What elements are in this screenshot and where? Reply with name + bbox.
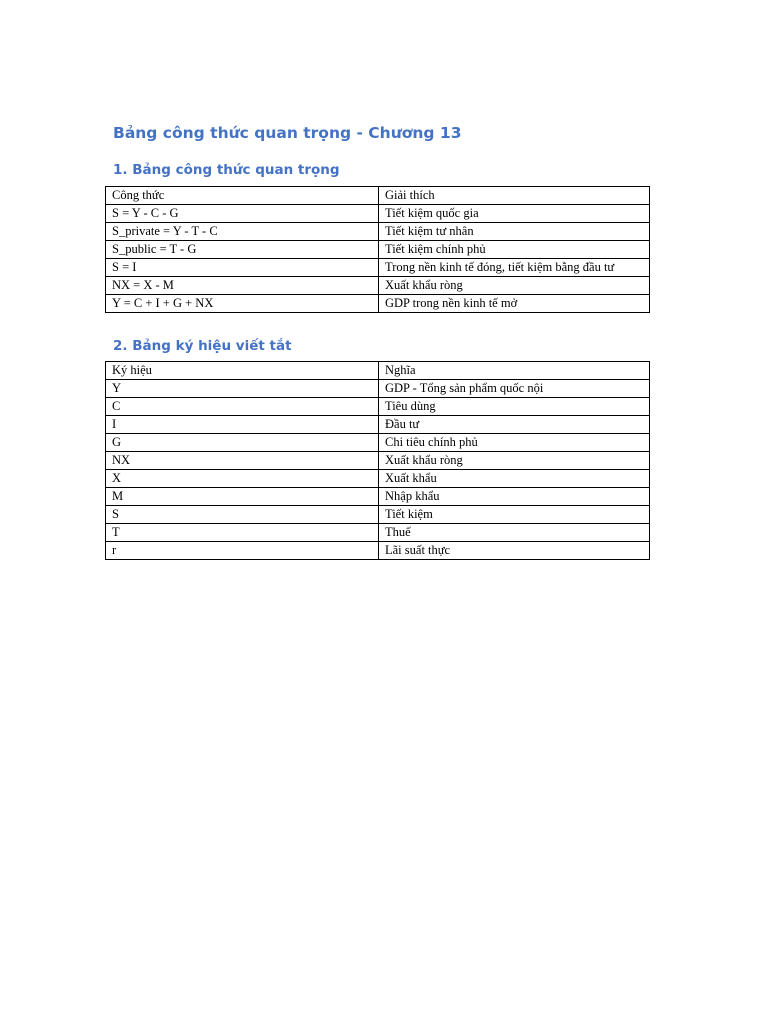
meaning-cell: Xuất khẩu [379, 470, 650, 488]
explanation-cell: Xuất khẩu ròng [379, 277, 650, 295]
table-header-row [106, 362, 650, 380]
meaning-cell: Nhập khẩu [379, 488, 650, 506]
table-row [106, 488, 650, 506]
formula-cell: Y = C + I + G + NX [106, 295, 379, 313]
explanation-cell: Tiết kiệm chính phủ [379, 241, 650, 259]
symbol-cell: r [106, 542, 379, 560]
symbol-cell: Y [106, 380, 379, 398]
section-heading-formulas: 1. Bảng công thức quan trọng [113, 162, 340, 178]
meaning-cell: GDP - Tổng sản phẩm quốc nội [379, 380, 650, 398]
meaning-cell: Thuế [379, 524, 650, 542]
header-cell-explanation: Giải thích [379, 187, 650, 205]
explanation-cell: Tiết kiệm tư nhân [379, 223, 650, 241]
table-row [106, 434, 650, 452]
table-row [106, 506, 650, 524]
meaning-cell: Chi tiêu chính phủ [379, 434, 650, 452]
symbol-cell: I [106, 416, 379, 434]
symbol-cell: M [106, 488, 379, 506]
table-header-row [106, 187, 650, 205]
table-row [106, 470, 650, 488]
formula-cell: S = Y - C - G [106, 205, 379, 223]
table-row [106, 223, 650, 241]
table-row [106, 241, 650, 259]
table-row [106, 398, 650, 416]
table-row [106, 205, 650, 223]
meaning-cell: Xuất khẩu ròng [379, 452, 650, 470]
formula-cell: S_private = Y - T - C [106, 223, 379, 241]
formulas-table [105, 186, 650, 313]
table-row [106, 452, 650, 470]
explanation-cell: Trong nền kinh tế đóng, tiết kiệm bằng đầu tư [379, 259, 650, 277]
symbol-cell: NX [106, 452, 379, 470]
explanation-cell: GDP trong nền kinh tế mở [379, 295, 650, 313]
symbol-cell: G [106, 434, 379, 452]
symbol-cell: X [106, 470, 379, 488]
table-row [106, 380, 650, 398]
header-cell-meaning: Nghĩa [379, 362, 650, 380]
symbol-cell: T [106, 524, 379, 542]
formula-cell: S = I [106, 259, 379, 277]
table-row [106, 277, 650, 295]
document-title: Bảng công thức quan trọng - Chương 13 [113, 124, 462, 142]
abbreviations-table [105, 361, 650, 560]
meaning-cell: Lãi suất thực [379, 542, 650, 560]
table-row [106, 542, 650, 560]
section-heading-abbreviations: 2. Bảng ký hiệu viết tắt [113, 338, 292, 354]
table-row [106, 524, 650, 542]
meaning-cell: Tiêu dùng [379, 398, 650, 416]
table-row [106, 416, 650, 434]
symbol-cell: C [106, 398, 379, 416]
meaning-cell: Đầu tư [379, 416, 650, 434]
explanation-cell: Tiết kiệm quốc gia [379, 205, 650, 223]
header-cell-symbol: Ký hiệu [106, 362, 379, 380]
formula-cell: NX = X - M [106, 277, 379, 295]
formula-cell: S_public = T - G [106, 241, 379, 259]
meaning-cell: Tiết kiệm [379, 506, 650, 524]
table-row [106, 259, 650, 277]
table-row [106, 295, 650, 313]
symbol-cell: S [106, 506, 379, 524]
header-cell-formula: Công thức [106, 187, 379, 205]
